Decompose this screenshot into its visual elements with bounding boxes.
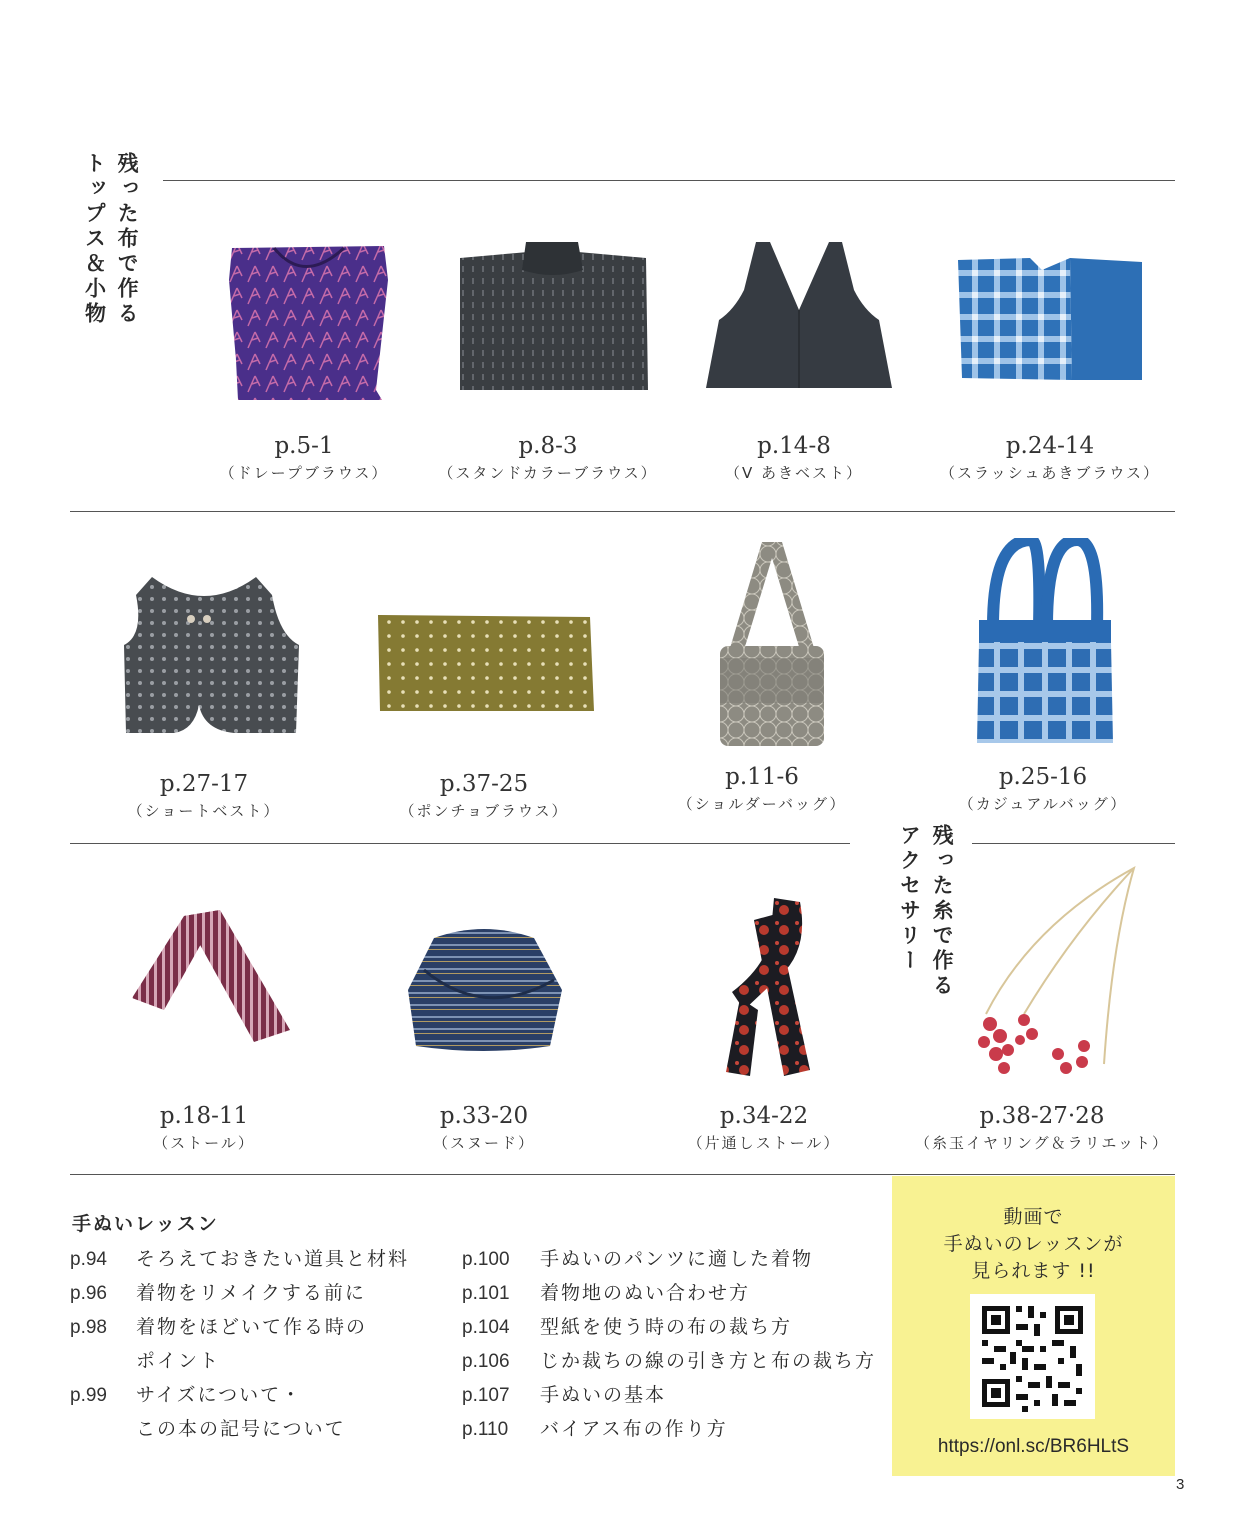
item-page-ref: p.34-22 — [719, 1103, 809, 1129]
item-name: （スラッシュあきブラウス） — [940, 464, 1160, 482]
item-name: （カジュアルバッグ） — [958, 795, 1128, 813]
item-page-ref: p.37-25 — [439, 771, 529, 797]
lesson-text: そろえておきたい道具と材料 — [136, 1248, 410, 1270]
item-page-ref: p.27-17 — [159, 771, 249, 797]
lesson-row[interactable] — [70, 1278, 366, 1305]
lesson-row — [70, 1414, 346, 1441]
item-short-vest[interactable] — [74, 545, 334, 819]
item-casual-bag[interactable] — [913, 538, 1173, 812]
item-name: （スヌード） — [432, 1134, 535, 1152]
item-poncho-blouse[interactable] — [354, 545, 614, 819]
item-name: （片通しストール） — [687, 1134, 841, 1152]
lesson-page: p.98 — [70, 1317, 107, 1338]
item-name: （ショルダーバッグ） — [677, 795, 847, 813]
lesson-page: p.101 — [462, 1283, 510, 1304]
earrings-lariat-photo — [912, 864, 1172, 1095]
section-rule-row3-right — [972, 843, 1175, 844]
lesson-row — [70, 1346, 220, 1373]
poncho-blouse-photo — [354, 545, 614, 763]
slash-blouse-photo — [920, 240, 1190, 430]
tops-section-title: 残った布で作る トップス＆小物 — [82, 152, 140, 327]
item-stole[interactable] — [74, 880, 334, 1151]
lesson-page: p.100 — [462, 1249, 510, 1270]
lesson-row[interactable] — [462, 1380, 666, 1407]
lesson-text: 手ぬいの基本 — [540, 1384, 667, 1406]
item-yarn-earrings-lariat[interactable] — [912, 864, 1172, 1151]
loop-stole-photo — [634, 880, 894, 1095]
lesson-page: p.110 — [462, 1419, 509, 1440]
promo-line-3: 見られます !! — [971, 1260, 1096, 1282]
lesson-page: p.104 — [462, 1317, 510, 1338]
stole-photo — [74, 880, 334, 1095]
lesson-page: p.107 — [462, 1385, 510, 1406]
item-name: （V あきベスト） — [724, 464, 864, 482]
lesson-row[interactable] — [70, 1244, 409, 1271]
section-rule-top — [163, 180, 1175, 181]
snood-photo — [354, 880, 614, 1095]
lesson-row[interactable] — [462, 1278, 750, 1305]
lesson-row[interactable] — [462, 1244, 813, 1271]
item-page-ref: p.18-11 — [159, 1103, 249, 1129]
lessons-title: 手ぬいレッスン — [72, 1213, 219, 1235]
lesson-row[interactable] — [462, 1346, 876, 1373]
promo-line-2: 手ぬいのレッスンが — [943, 1233, 1124, 1255]
item-name: （ポンチョブラウス） — [399, 802, 569, 820]
item-page-ref: p.14-8 — [757, 433, 831, 459]
item-name: （ショートベスト） — [127, 802, 281, 820]
drape-blouse-photo — [174, 240, 444, 430]
accessory-section-title: 残った糸で作る アクセサリー — [897, 824, 955, 999]
item-page-ref: p.11-6 — [725, 764, 799, 790]
lesson-text: 手ぬいのパンツに適した着物 — [540, 1248, 814, 1270]
item-loop-stole[interactable] — [634, 880, 894, 1151]
lesson-text: 型紙を使う時の布の裁ち方 — [540, 1316, 793, 1338]
lesson-text: じか裁ちの線の引き方と布の裁ち方 — [540, 1350, 877, 1372]
item-name: （糸玉イヤリング＆ラリエット） — [914, 1134, 1170, 1152]
item-page-ref: p.33-20 — [439, 1103, 529, 1129]
lesson-text: 着物地のぬい合わせ方 — [540, 1282, 751, 1304]
lesson-row[interactable] — [70, 1312, 367, 1339]
lesson-text: バイアス布の作り方 — [540, 1418, 728, 1440]
lesson-text: サイズについて・ — [136, 1384, 303, 1406]
item-page-ref: p.24-14 — [1005, 433, 1095, 459]
v-neck-vest-photo — [664, 240, 934, 430]
shoulder-bag-photo — [632, 538, 892, 763]
promo-line-1: 動画で — [1003, 1206, 1064, 1228]
page-number: 3 — [1176, 1476, 1185, 1493]
section-rule-bottom — [70, 1174, 1175, 1175]
item-v-neck-vest[interactable] — [664, 240, 924, 481]
video-promo-box — [892, 1176, 1175, 1476]
lesson-page: p.96 — [70, 1283, 107, 1304]
item-shoulder-bag[interactable] — [632, 538, 892, 812]
item-drape-blouse[interactable] — [174, 240, 434, 481]
item-standcollar-blouse[interactable] — [418, 240, 678, 481]
item-name: （スタンドカラーブラウス） — [438, 464, 658, 482]
lesson-text: 着物をほどいて作る時の — [136, 1316, 368, 1338]
lesson-row[interactable] — [462, 1312, 792, 1339]
lesson-text: ポイント — [136, 1350, 221, 1372]
item-name: （ストール） — [153, 1134, 255, 1152]
standcollar-blouse-photo — [418, 240, 688, 430]
short-vest-photo — [74, 545, 334, 763]
lesson-row[interactable] — [462, 1414, 728, 1441]
lesson-row[interactable] — [70, 1380, 302, 1407]
section-rule-row3-left — [70, 843, 850, 844]
item-page-ref: p.5-1 — [274, 433, 334, 459]
lesson-page: p.99 — [70, 1385, 107, 1406]
promo-url-link[interactable]: https://onl.sc/BR6HLtS — [937, 1436, 1130, 1457]
item-page-ref: p.8-3 — [518, 433, 578, 459]
item-slash-blouse[interactable] — [920, 240, 1180, 481]
lesson-text: この本の記号について — [136, 1418, 346, 1440]
lesson-page: p.106 — [462, 1351, 510, 1372]
casual-bag-photo — [913, 538, 1173, 763]
item-snood[interactable] — [354, 880, 614, 1151]
lesson-text: 着物をリメイクする前に — [136, 1282, 366, 1304]
lesson-page: p.94 — [70, 1249, 107, 1270]
section-rule-row2 — [70, 511, 1175, 512]
item-page-ref: p.25-16 — [998, 764, 1088, 790]
item-page-ref: p.38-27·28 — [979, 1103, 1105, 1129]
item-name: （ドレープブラウス） — [219, 464, 389, 482]
qr-code-icon[interactable] — [970, 1294, 1095, 1419]
promo-text — [892, 1204, 1175, 1285]
